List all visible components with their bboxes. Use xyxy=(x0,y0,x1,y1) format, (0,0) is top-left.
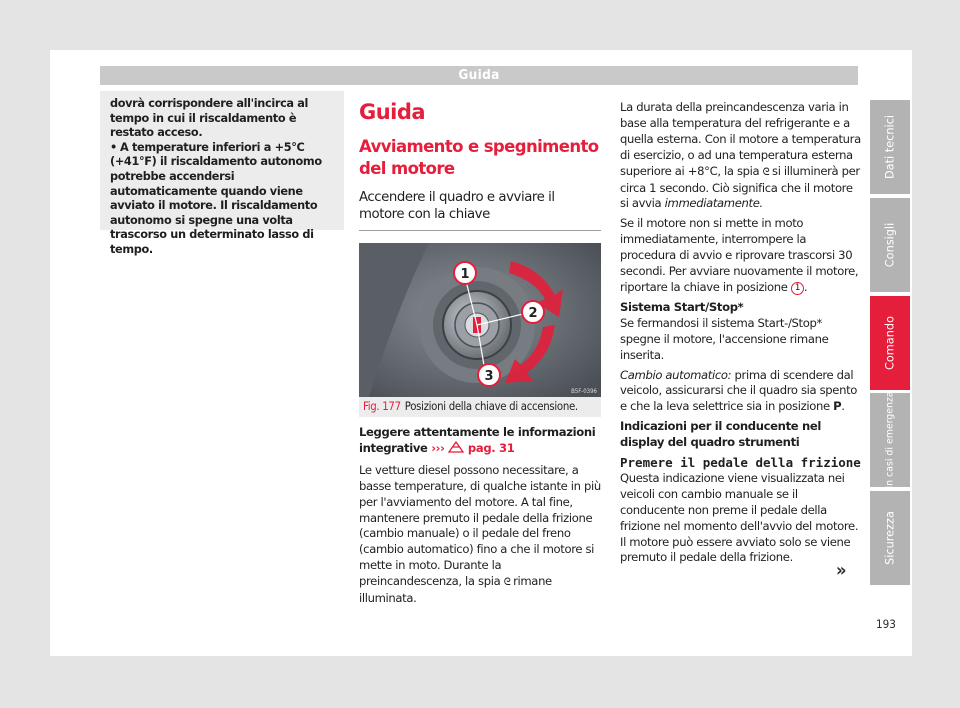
header-title: Guida xyxy=(458,67,500,83)
figure-label-3: 3 xyxy=(484,369,494,384)
paragraph-text: Le vetture diesel possono necessitare, a basse temperature, di qualche istante in più per l'avviamento del motore. A tal fine, mantenere premuto il pedale della frizione (cambio manuale) o il pedale del freno (cambio automatico) fino a che il motore si mette in moto. Durante la preincandescenza, la spia xyxy=(359,462,601,589)
figure-caption xyxy=(359,397,601,417)
tab-label: Comando xyxy=(883,316,897,370)
paragraph xyxy=(620,368,861,416)
info-bullet-text: A temperature inferiori a +5°C (+41°F) il riscaldamento autonomo potrebbe accendersi automaticamente quando viene avviato il motore. Il riscaldamento autonomo si spegne una volta trascorso un determinato lasso di tempo. xyxy=(110,140,322,256)
page-link[interactable]: pag. 31 xyxy=(467,440,515,455)
gear-position: P xyxy=(833,399,842,414)
warning-reference xyxy=(359,425,601,457)
paragraph: Questa indicazione viene visualizzata nei veicoli con cambio manuale se il conducente non preme il pedale della frizione nel momento dell'avvio del motore. Il motore può essere avviato solo se viene premuto il pedale della frizione. xyxy=(620,470,859,565)
paragraph xyxy=(620,100,861,212)
paragraph: Se fermandosi il sistema Start-/Stop* spegne il motore, l'accensione rimane inserita. xyxy=(620,315,829,362)
display-message: Premere il pedale della frizione xyxy=(620,455,861,471)
figure-ignition-key xyxy=(359,243,601,397)
info-box-text xyxy=(110,97,336,258)
tab-label: Sicurezza xyxy=(883,511,897,565)
arrows-icon: ››› xyxy=(431,440,445,455)
headings xyxy=(359,100,601,223)
info-box xyxy=(100,91,344,256)
figure-number: Fig. 177 xyxy=(363,400,401,413)
paragraph xyxy=(359,463,601,607)
punctuation: . xyxy=(803,279,808,294)
paragraph-text: prima di scendere dal veicolo, assicurarsi che il quadro sia spento e che la leva selettrice sia in posizione xyxy=(620,367,858,414)
figure-code: B5F-0396 xyxy=(571,388,597,395)
paragraph-text: Se il motore non si mette in moto immediatamente, interrompere la procedura di avvio e riprovare trascorsi 30 secondi. Per avviare nuovamente il motore, riportare la chiave in posizione xyxy=(620,216,859,294)
paragraph-text: si illuminerà per circa 1 secondo. Ciò significa che il motore si avvia xyxy=(620,163,860,211)
heading-start-stop: Sistema Start/Stop* xyxy=(620,299,744,314)
emphasis-text: Cambio automatico: xyxy=(620,367,732,382)
tab-dati-tecnici[interactable] xyxy=(870,100,910,194)
bullet-icon: • xyxy=(110,140,117,154)
paragraph-text-end: rimane illuminata. xyxy=(359,574,552,606)
section-title: Avviamento e spegnimento del motore xyxy=(359,137,599,178)
tab-comando[interactable] xyxy=(870,296,910,390)
info-paragraph: dovrà corrispondere all'incirca al tempo in cui il riscaldamento è restato acceso. xyxy=(110,97,309,140)
tab-label: Dati tecnici xyxy=(883,114,897,180)
tab-sicurezza[interactable] xyxy=(870,491,910,585)
header-bar xyxy=(100,66,858,85)
heading-driver-info: Indicazioni per il conducente nel display del quadro strumenti xyxy=(620,419,822,450)
warning-triangle-icon xyxy=(448,441,464,453)
ignition-illustration xyxy=(359,243,601,397)
body-column-2 xyxy=(359,425,601,607)
page-number: 193 xyxy=(876,617,896,631)
tab-label: In casi di emergenza xyxy=(884,391,896,489)
paragraph-text: La durata della preincandescenza varia in base alla temperatura del refrigerante e a quella esterna. Con il motore a temperatura di esercizio, o ad una temperatura esterna superiore ai +8°C, la spia xyxy=(620,100,861,178)
figure-label-2: 2 xyxy=(528,306,538,321)
chapter-title: Guida xyxy=(359,100,426,124)
tab-consigli[interactable] xyxy=(870,198,910,292)
tab-in-casi-di-emergenza[interactable] xyxy=(870,393,910,487)
body-column-3 xyxy=(620,100,861,570)
divider xyxy=(359,230,601,231)
glow-plug-icon: ᘓ xyxy=(762,166,769,178)
warning-text: Leggere attentamente le informazioni integrative xyxy=(359,425,596,455)
tab-label: Consigli xyxy=(883,222,897,268)
position-number: 1 xyxy=(791,282,804,295)
paragraph xyxy=(620,216,861,296)
punctuation: . xyxy=(841,399,845,414)
emphasis-text: immediatamente. xyxy=(664,196,763,211)
glow-plug-icon: ᘓ xyxy=(503,577,510,589)
subsection-title: Accendere il quadro e avviare il motore con la chiave xyxy=(359,190,555,222)
figure-caption-text: Posizioni della chiave di accensione. xyxy=(404,400,578,413)
figure-label-1: 1 xyxy=(460,267,470,282)
continue-arrow-icon: » xyxy=(836,560,847,581)
